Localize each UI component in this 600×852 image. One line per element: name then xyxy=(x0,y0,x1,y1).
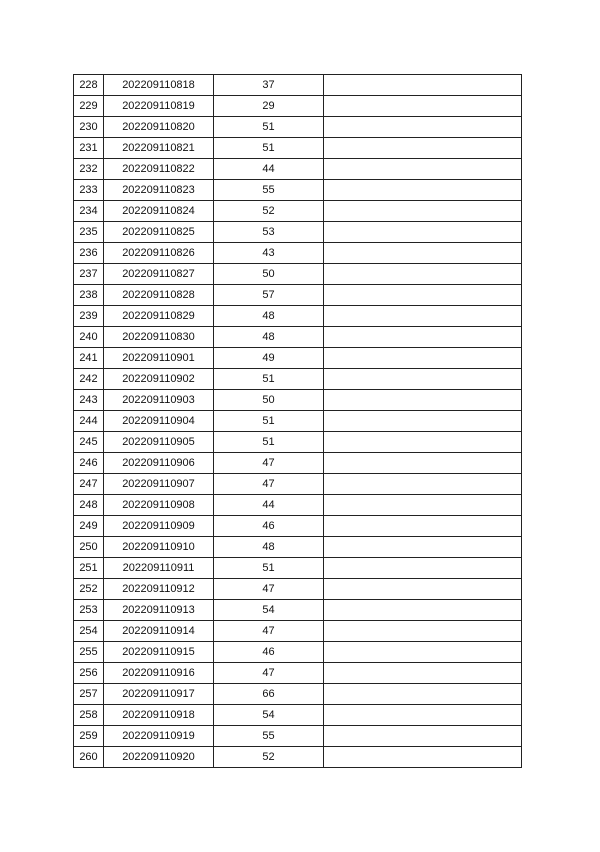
exam-id-cell: 202209110915 xyxy=(104,642,214,663)
seq-cell: 254 xyxy=(74,621,104,642)
exam-id-cell: 202209110825 xyxy=(104,222,214,243)
table-row xyxy=(74,306,522,327)
score-cell: 47 xyxy=(214,621,324,642)
seq-cell: 235 xyxy=(74,222,104,243)
score-cell: 46 xyxy=(214,516,324,537)
table-row xyxy=(74,726,522,747)
note-cell xyxy=(324,348,522,369)
score-cell: 48 xyxy=(214,327,324,348)
seq-cell: 258 xyxy=(74,705,104,726)
note-cell xyxy=(324,222,522,243)
note-cell xyxy=(324,327,522,348)
note-cell xyxy=(324,453,522,474)
table-row xyxy=(74,474,522,495)
exam-id-cell: 202209110824 xyxy=(104,201,214,222)
exam-id-cell: 202209110919 xyxy=(104,726,214,747)
score-cell: 49 xyxy=(214,348,324,369)
seq-cell: 233 xyxy=(74,180,104,201)
seq-cell: 230 xyxy=(74,117,104,138)
exam-id-cell: 202209110822 xyxy=(104,159,214,180)
exam-id-cell: 202209110913 xyxy=(104,600,214,621)
note-cell xyxy=(324,558,522,579)
note-cell xyxy=(324,285,522,306)
exam-id-cell: 202209110908 xyxy=(104,495,214,516)
score-cell: 44 xyxy=(214,495,324,516)
exam-id-cell: 202209110827 xyxy=(104,264,214,285)
note-cell xyxy=(324,684,522,705)
exam-id-cell: 202209110912 xyxy=(104,579,214,600)
score-cell: 51 xyxy=(214,138,324,159)
exam-id-cell: 202209110829 xyxy=(104,306,214,327)
table-row xyxy=(74,621,522,642)
seq-cell: 237 xyxy=(74,264,104,285)
seq-cell: 228 xyxy=(74,75,104,96)
note-cell xyxy=(324,537,522,558)
table-row xyxy=(74,348,522,369)
note-cell xyxy=(324,432,522,453)
seq-cell: 229 xyxy=(74,96,104,117)
seq-cell: 239 xyxy=(74,306,104,327)
table-row xyxy=(74,642,522,663)
exam-id-cell: 202209110914 xyxy=(104,621,214,642)
score-cell: 29 xyxy=(214,96,324,117)
table-row xyxy=(74,180,522,201)
seq-cell: 260 xyxy=(74,747,104,768)
exam-id-cell: 202209110903 xyxy=(104,390,214,411)
table-row xyxy=(74,201,522,222)
score-cell: 54 xyxy=(214,600,324,621)
note-cell xyxy=(324,180,522,201)
note-cell xyxy=(324,159,522,180)
note-cell xyxy=(324,96,522,117)
table-row xyxy=(74,117,522,138)
seq-cell: 259 xyxy=(74,726,104,747)
table-row xyxy=(74,243,522,264)
seq-cell: 240 xyxy=(74,327,104,348)
table-row xyxy=(74,453,522,474)
exam-id-cell: 202209110917 xyxy=(104,684,214,705)
score-cell: 46 xyxy=(214,642,324,663)
exam-id-cell: 202209110904 xyxy=(104,411,214,432)
note-cell xyxy=(324,600,522,621)
score-cell: 55 xyxy=(214,180,324,201)
score-cell: 51 xyxy=(214,411,324,432)
exam-id-cell: 202209110828 xyxy=(104,285,214,306)
table-row xyxy=(74,432,522,453)
score-cell: 51 xyxy=(214,369,324,390)
exam-id-cell: 202209110821 xyxy=(104,138,214,159)
seq-cell: 236 xyxy=(74,243,104,264)
table-row xyxy=(74,579,522,600)
score-table xyxy=(73,74,522,768)
seq-cell: 243 xyxy=(74,390,104,411)
score-cell: 47 xyxy=(214,474,324,495)
note-cell xyxy=(324,390,522,411)
seq-cell: 246 xyxy=(74,453,104,474)
table-row xyxy=(74,747,522,768)
note-cell xyxy=(324,369,522,390)
note-cell xyxy=(324,117,522,138)
seq-cell: 238 xyxy=(74,285,104,306)
seq-cell: 257 xyxy=(74,684,104,705)
score-cell: 47 xyxy=(214,579,324,600)
exam-id-cell: 202209110918 xyxy=(104,705,214,726)
exam-id-cell: 202209110906 xyxy=(104,453,214,474)
seq-cell: 232 xyxy=(74,159,104,180)
table-row xyxy=(74,138,522,159)
score-cell: 54 xyxy=(214,705,324,726)
table-row xyxy=(74,285,522,306)
note-cell xyxy=(324,663,522,684)
exam-id-cell: 202209110907 xyxy=(104,474,214,495)
seq-cell: 255 xyxy=(74,642,104,663)
score-table-body xyxy=(74,75,522,768)
score-cell: 51 xyxy=(214,432,324,453)
table-row xyxy=(74,411,522,432)
table-row xyxy=(74,327,522,348)
seq-cell: 245 xyxy=(74,432,104,453)
table-row xyxy=(74,96,522,117)
exam-id-cell: 202209110902 xyxy=(104,369,214,390)
seq-cell: 231 xyxy=(74,138,104,159)
seq-cell: 248 xyxy=(74,495,104,516)
exam-id-cell: 202209110920 xyxy=(104,747,214,768)
table-row xyxy=(74,390,522,411)
table-row xyxy=(74,558,522,579)
exam-id-cell: 202209110830 xyxy=(104,327,214,348)
score-cell: 51 xyxy=(214,558,324,579)
note-cell xyxy=(324,705,522,726)
score-cell: 37 xyxy=(214,75,324,96)
score-cell: 43 xyxy=(214,243,324,264)
score-cell: 47 xyxy=(214,663,324,684)
score-cell: 57 xyxy=(214,285,324,306)
seq-cell: 253 xyxy=(74,600,104,621)
exam-id-cell: 202209110823 xyxy=(104,180,214,201)
table-row xyxy=(74,75,522,96)
exam-id-cell: 202209110818 xyxy=(104,75,214,96)
table-row xyxy=(74,705,522,726)
table-row xyxy=(74,222,522,243)
seq-cell: 249 xyxy=(74,516,104,537)
table-row xyxy=(74,159,522,180)
seq-cell: 234 xyxy=(74,201,104,222)
score-cell: 51 xyxy=(214,117,324,138)
exam-id-cell: 202209110905 xyxy=(104,432,214,453)
note-cell xyxy=(324,579,522,600)
note-cell xyxy=(324,264,522,285)
score-cell: 66 xyxy=(214,684,324,705)
note-cell xyxy=(324,411,522,432)
exam-id-cell: 202209110820 xyxy=(104,117,214,138)
seq-cell: 247 xyxy=(74,474,104,495)
note-cell xyxy=(324,621,522,642)
seq-cell: 242 xyxy=(74,369,104,390)
score-cell: 47 xyxy=(214,453,324,474)
score-cell: 50 xyxy=(214,390,324,411)
note-cell xyxy=(324,495,522,516)
note-cell xyxy=(324,474,522,495)
seq-cell: 256 xyxy=(74,663,104,684)
seq-cell: 252 xyxy=(74,579,104,600)
note-cell xyxy=(324,642,522,663)
score-cell: 48 xyxy=(214,537,324,558)
table-row xyxy=(74,516,522,537)
score-cell: 52 xyxy=(214,747,324,768)
seq-cell: 250 xyxy=(74,537,104,558)
note-cell xyxy=(324,747,522,768)
table-row xyxy=(74,684,522,705)
note-cell xyxy=(324,75,522,96)
exam-id-cell: 202209110819 xyxy=(104,96,214,117)
score-cell: 44 xyxy=(214,159,324,180)
note-cell xyxy=(324,726,522,747)
seq-cell: 241 xyxy=(74,348,104,369)
table-row xyxy=(74,663,522,684)
table-row xyxy=(74,369,522,390)
note-cell xyxy=(324,201,522,222)
note-cell xyxy=(324,306,522,327)
seq-cell: 251 xyxy=(74,558,104,579)
exam-id-cell: 202209110909 xyxy=(104,516,214,537)
seq-cell: 244 xyxy=(74,411,104,432)
score-cell: 48 xyxy=(214,306,324,327)
exam-id-cell: 202209110826 xyxy=(104,243,214,264)
exam-id-cell: 202209110916 xyxy=(104,663,214,684)
table-row xyxy=(74,600,522,621)
score-cell: 52 xyxy=(214,201,324,222)
score-cell: 53 xyxy=(214,222,324,243)
exam-id-cell: 202209110901 xyxy=(104,348,214,369)
table-row xyxy=(74,537,522,558)
exam-id-cell: 202209110911 xyxy=(104,558,214,579)
table-row xyxy=(74,495,522,516)
note-cell xyxy=(324,516,522,537)
score-cell: 55 xyxy=(214,726,324,747)
exam-id-cell: 202209110910 xyxy=(104,537,214,558)
table-row xyxy=(74,264,522,285)
note-cell xyxy=(324,243,522,264)
score-cell: 50 xyxy=(214,264,324,285)
note-cell xyxy=(324,138,522,159)
